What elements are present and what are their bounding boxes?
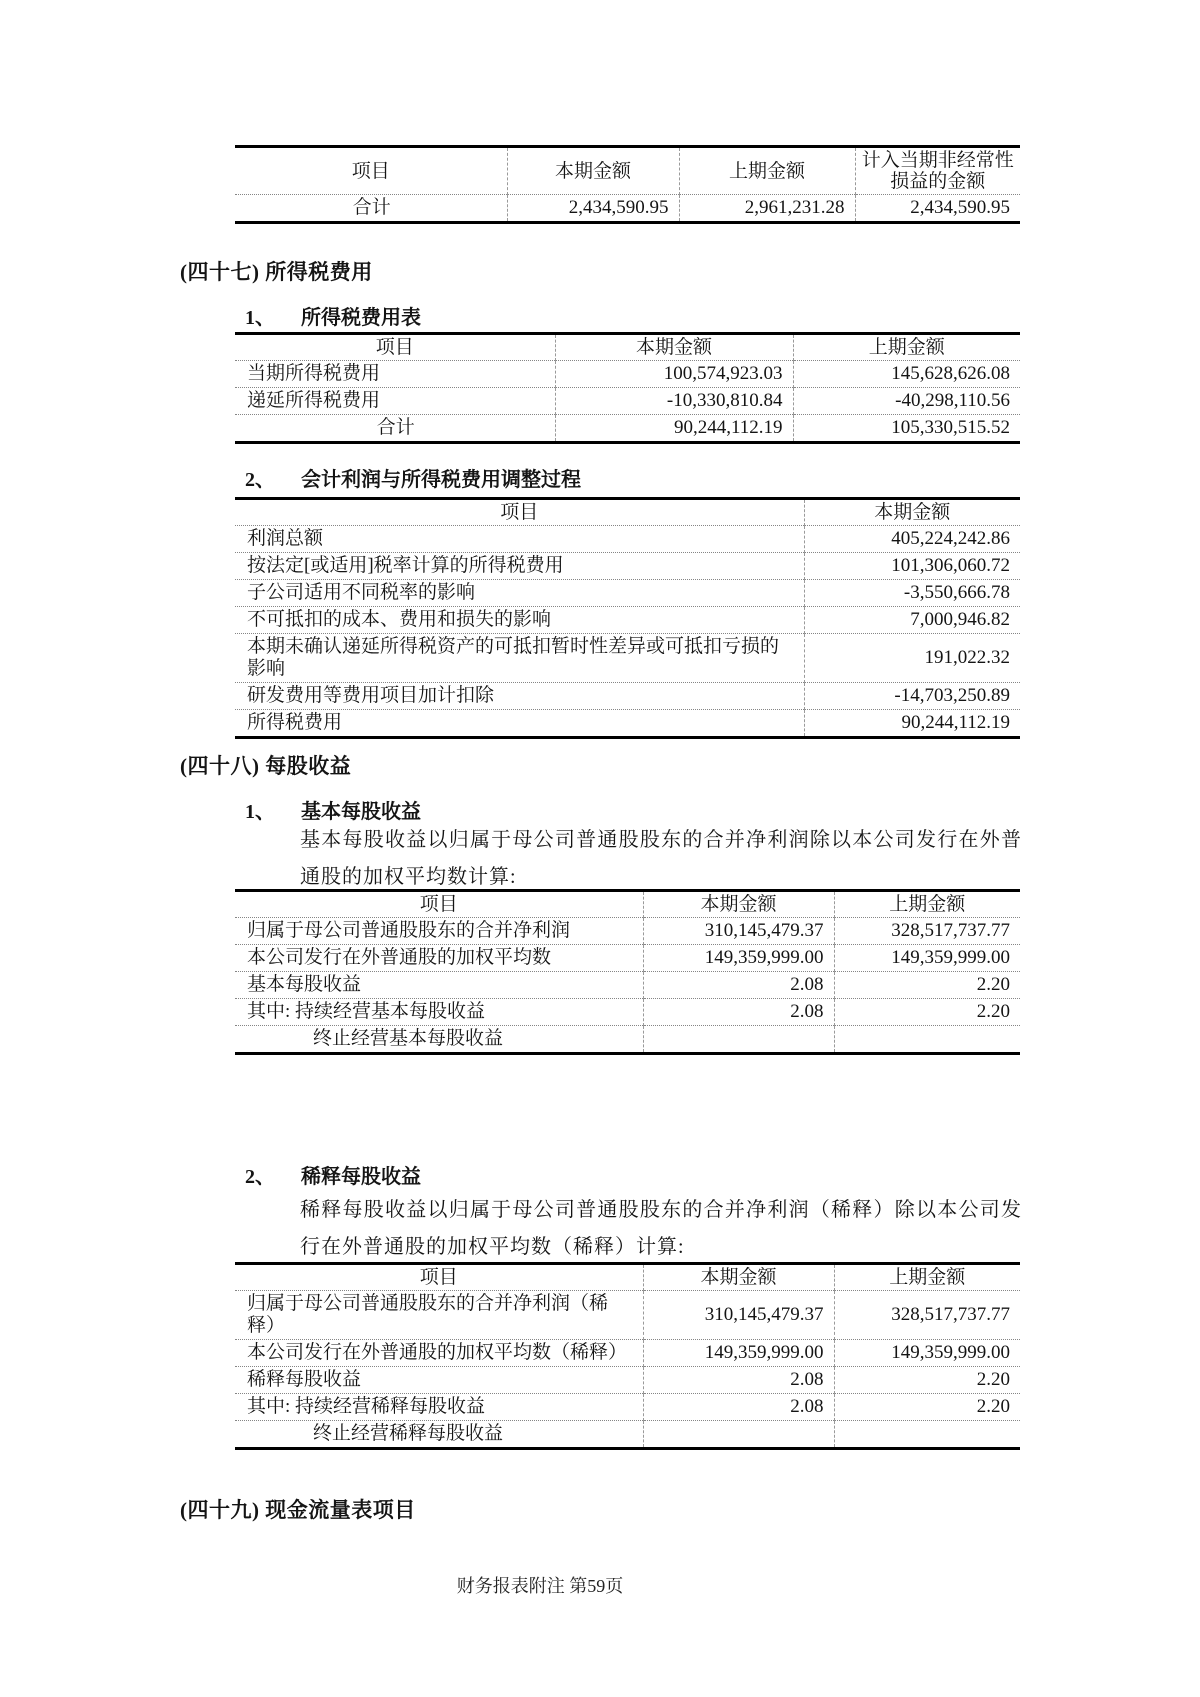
row-value: 100,574,923.03 xyxy=(555,361,793,388)
sub-number: 2、 xyxy=(245,469,275,491)
row-value xyxy=(643,1026,834,1054)
row-label: 本公司发行在外普通股的加权平均数 xyxy=(235,945,643,972)
diluted-eps-table xyxy=(235,1262,1020,1450)
column-header: 本期金额 xyxy=(643,1264,834,1291)
row-value: 310,145,479.37 xyxy=(643,918,834,945)
row-label: 归属于母公司普通股股东的合并净利润 xyxy=(235,918,643,945)
basic-eps-paragraph: 基本每股收益以归属于母公司普通股股东的合并净利润除以本公司发行在外普通股的加权平均数计算: xyxy=(300,829,1022,888)
sub-title-text: 稀释每股收益 xyxy=(301,1166,421,1188)
sub-number: 2、 xyxy=(245,1166,275,1188)
row-label: 基本每股收益 xyxy=(235,972,643,999)
section-47-sub1-title xyxy=(245,301,421,330)
row-label: 按法定[或适用]税率计算的所得税费用 xyxy=(235,553,804,580)
row-label: 子公司适用不同税率的影响 xyxy=(235,580,804,607)
column-header: 本期金额 xyxy=(555,334,793,361)
column-header: 项目 xyxy=(235,334,555,361)
row-value: 328,517,737.77 xyxy=(834,1291,1020,1340)
table-row xyxy=(235,580,1020,607)
table-header-row xyxy=(235,1264,1020,1291)
table-header-row xyxy=(235,891,1020,918)
row-label: 本期未确认递延所得税资产的可抵扣暂时性差异或可抵扣亏损的影响 xyxy=(235,634,804,683)
row-label: 本公司发行在外普通股的加权平均数（稀释） xyxy=(235,1340,643,1367)
table-header-row xyxy=(235,147,1020,195)
row-label: 终止经营稀释每股收益 xyxy=(313,1423,504,1444)
row-value: 2.20 xyxy=(834,1394,1020,1421)
sub-title-text: 所得税费用表 xyxy=(301,307,421,329)
column-header: 上期金额 xyxy=(834,1264,1020,1291)
row-label: 递延所得税费用 xyxy=(235,388,555,415)
row-value: -10,330,810.84 xyxy=(555,388,793,415)
table-row xyxy=(235,361,1020,388)
section-47-sub2-title xyxy=(245,463,581,492)
row-value: 405,224,242.86 xyxy=(804,526,1020,553)
row-value: 2,961,231.28 xyxy=(679,195,855,223)
row-label: 合计 xyxy=(376,417,415,438)
basic-eps-table xyxy=(235,889,1020,1055)
row-value xyxy=(643,1421,834,1449)
table-row xyxy=(235,526,1020,553)
table-row xyxy=(235,1340,1020,1367)
row-value: 145,628,626.08 xyxy=(793,361,1020,388)
row-value: 2.20 xyxy=(834,1367,1020,1394)
table-row xyxy=(235,683,1020,710)
column-header: 本期金额 xyxy=(804,499,1020,526)
table-row xyxy=(235,1421,1020,1449)
row-label: 利润总额 xyxy=(235,526,804,553)
table-header-row xyxy=(235,499,1020,526)
column-header: 上期金额 xyxy=(679,147,855,195)
section-48-sub2-title xyxy=(245,1160,421,1189)
row-value: 149,359,999.00 xyxy=(643,945,834,972)
table-row xyxy=(235,710,1020,738)
table-row xyxy=(235,415,1020,443)
row-value: 101,306,060.72 xyxy=(804,553,1020,580)
table-row xyxy=(235,945,1020,972)
row-value: 2,434,590.95 xyxy=(507,195,679,223)
column-header: 本期金额 xyxy=(507,147,679,195)
column-header: 计入当期非经常性损益的金额 xyxy=(855,147,1020,195)
row-value xyxy=(834,1026,1020,1054)
row-value: 2,434,590.95 xyxy=(855,195,1020,223)
column-header: 上期金额 xyxy=(834,891,1020,918)
table-row xyxy=(235,1291,1020,1340)
table-header-row xyxy=(235,334,1020,361)
column-header: 项目 xyxy=(235,499,804,526)
row-label: 所得税费用 xyxy=(247,712,343,733)
row-value: 328,517,737.77 xyxy=(834,918,1020,945)
table-row xyxy=(235,553,1020,580)
column-header: 上期金额 xyxy=(793,334,1020,361)
row-value: -14,703,250.89 xyxy=(804,683,1020,710)
row-value: 149,359,999.00 xyxy=(834,945,1020,972)
nonrecurring-summary-table xyxy=(235,145,1020,224)
table-row xyxy=(235,195,1020,223)
row-value: 105,330,515.52 xyxy=(793,415,1020,443)
row-value: 2.08 xyxy=(643,1394,834,1421)
row-label: 稀释每股收益 xyxy=(235,1367,643,1394)
row-label: 不可抵扣的成本、费用和损失的影响 xyxy=(235,607,804,634)
diluted-eps-paragraph: 稀释每股收益以归属于母公司普通股股东的合并净利润（稀释）除以本公司发行在外普通股的加权平均数（稀释）计算: xyxy=(300,1199,1022,1258)
row-value: 7,000,946.82 xyxy=(804,607,1020,634)
row-label: 归属于母公司普通股股东的合并净利润（稀释） xyxy=(235,1291,643,1340)
row-label: 终止经营基本每股收益 xyxy=(313,1028,504,1049)
row-value xyxy=(834,1421,1020,1449)
row-label: 合计 xyxy=(352,197,391,218)
income-tax-expense-table xyxy=(235,332,1020,444)
table-row xyxy=(235,1394,1020,1421)
row-label: 其中: 持续经营基本每股收益 xyxy=(235,999,643,1026)
column-header: 本期金额 xyxy=(643,891,834,918)
section-48-sub1-title xyxy=(245,795,421,824)
row-value: 2.20 xyxy=(834,972,1020,999)
row-value: -3,550,666.78 xyxy=(804,580,1020,607)
row-value: 149,359,999.00 xyxy=(834,1340,1020,1367)
row-value: 2.20 xyxy=(834,999,1020,1026)
section-49-title: (四十九) 现金流量表项目 xyxy=(180,1498,416,1522)
row-value: 2.08 xyxy=(643,1367,834,1394)
sub-number: 1、 xyxy=(245,801,275,823)
row-value: 2.08 xyxy=(643,999,834,1026)
column-header: 项目 xyxy=(235,1264,643,1291)
table-row xyxy=(235,388,1020,415)
table-row xyxy=(235,918,1020,945)
sub-title-text: 会计利润与所得税费用调整过程 xyxy=(301,469,581,491)
sub-number: 1、 xyxy=(245,307,275,329)
tax-reconciliation-table xyxy=(235,497,1020,739)
row-value: -40,298,110.56 xyxy=(793,388,1020,415)
row-value: 310,145,479.37 xyxy=(643,1291,834,1340)
row-value: 90,244,112.19 xyxy=(555,415,793,443)
table-row xyxy=(235,1367,1020,1394)
table-row xyxy=(235,607,1020,634)
section-47-title: (四十七) 所得税费用 xyxy=(180,260,373,284)
table-row xyxy=(235,999,1020,1026)
column-header: 项目 xyxy=(235,147,507,195)
sub-title-text: 基本每股收益 xyxy=(301,801,421,823)
column-header: 项目 xyxy=(235,891,643,918)
table-row xyxy=(235,972,1020,999)
page-footer: 财务报表附注 第59页 xyxy=(456,1576,624,1596)
section-48-title: (四十八) 每股收益 xyxy=(180,754,352,778)
row-value: 149,359,999.00 xyxy=(643,1340,834,1367)
row-label: 其中: 持续经营稀释每股收益 xyxy=(235,1394,643,1421)
row-value: 191,022.32 xyxy=(804,634,1020,683)
row-label: 研发费用等费用项目加计扣除 xyxy=(235,683,804,710)
row-label: 当期所得税费用 xyxy=(235,361,555,388)
row-value: 90,244,112.19 xyxy=(804,710,1020,738)
row-value: 2.08 xyxy=(643,972,834,999)
table-row xyxy=(235,634,1020,683)
table-row xyxy=(235,1026,1020,1054)
